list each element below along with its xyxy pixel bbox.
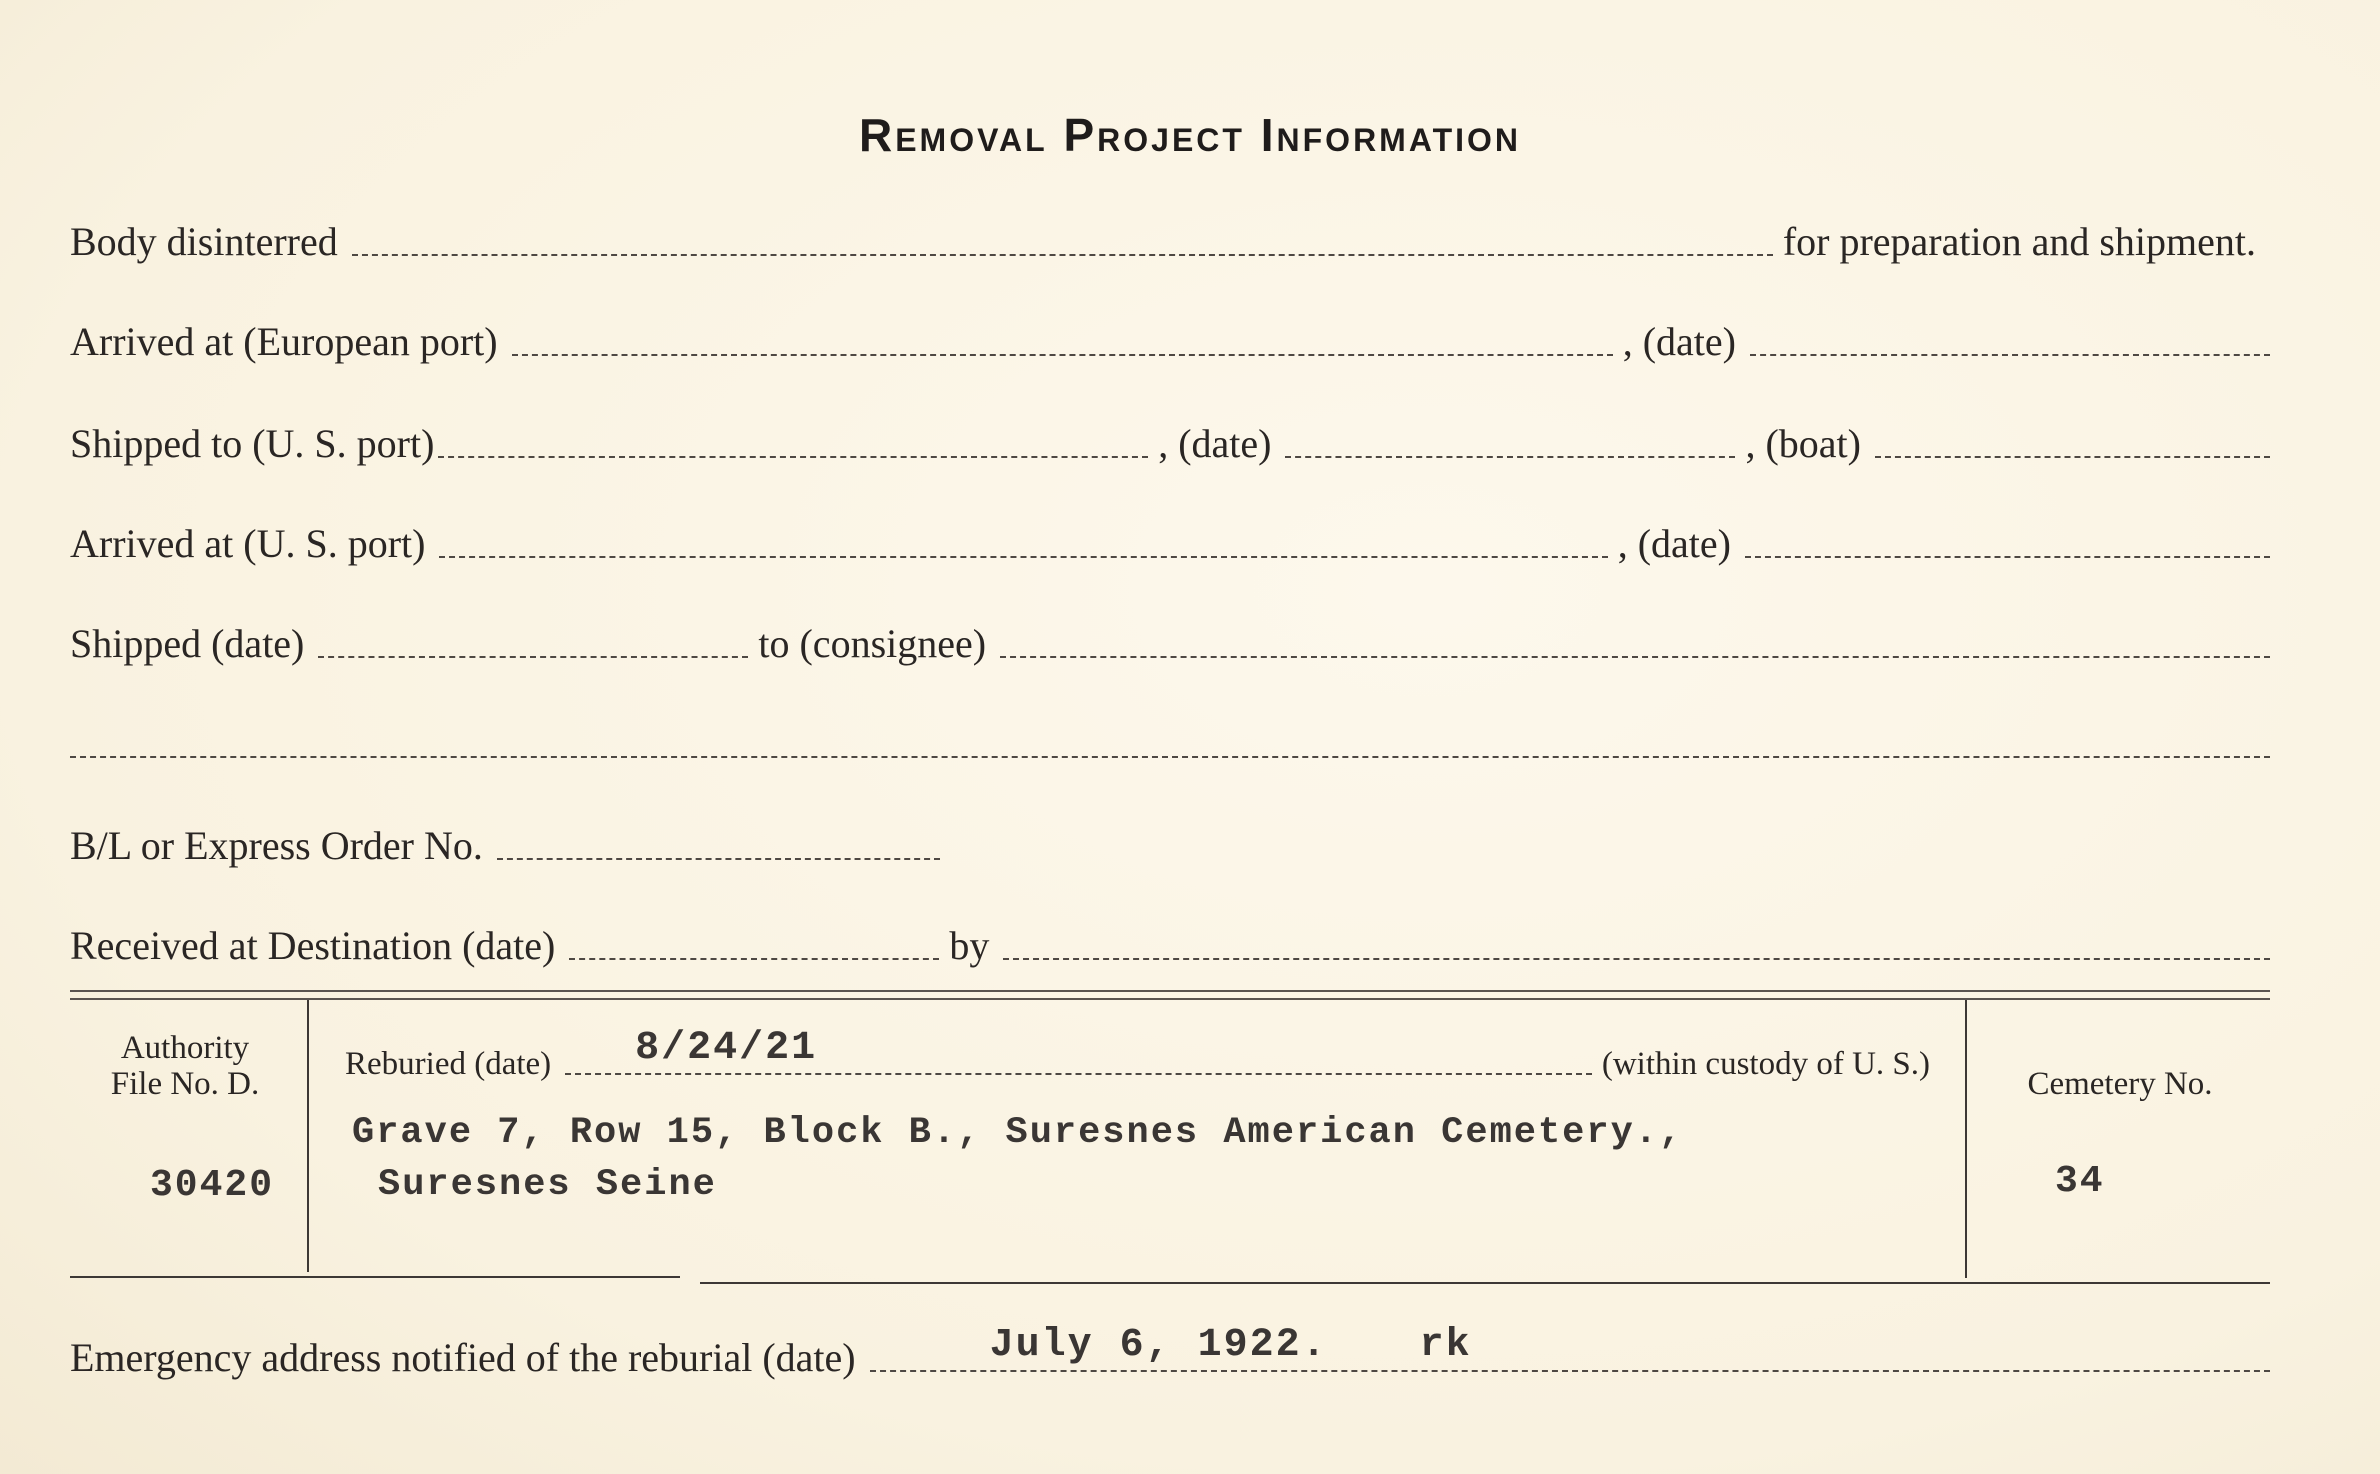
cemetery-number: 34 [2055, 1160, 2105, 1203]
arrived-european-port-field[interactable] [512, 354, 1613, 356]
emergency-label: Emergency address notified of the reburial (date) [70, 1335, 856, 1380]
arrived-us-label: Arrived at (U. S. port) [70, 521, 426, 566]
shipped-to-row [70, 421, 2270, 466]
burial-location-line2: Suresnes Seine [378, 1164, 717, 1206]
authority-column-divider [307, 1000, 309, 1272]
shipped-to-port-field[interactable] [438, 456, 1148, 458]
body-disinterred-suffix: for preparation and shipment. [1782, 219, 2256, 264]
arrived-us-row [70, 521, 2270, 566]
shipped-to-date-label: , (date) [1158, 421, 1272, 466]
page-title: Removal Project Information [858, 109, 1522, 161]
arrived-european-row [70, 319, 2270, 364]
arrived-european-date-label: , (date) [1622, 319, 1736, 364]
shipped-date-field[interactable] [318, 656, 748, 658]
authority-label-line2: File No. D. [110, 1066, 260, 1102]
emergency-row [70, 1323, 2270, 1380]
consignee-continuation-row [70, 724, 2270, 764]
section-divider [70, 990, 2270, 1000]
authority-file-number: 30420 [150, 1164, 275, 1207]
shipped-to-label: Shipped to (U. S. port) [70, 421, 435, 466]
received-destination-label: Received at Destination (date) [70, 923, 556, 968]
cemetery-label: Cemetery No. [2027, 1066, 2213, 1102]
bl-order-field[interactable] [497, 858, 940, 860]
body-disinterred-label: Body disinterred [70, 219, 338, 264]
emergency-date-field[interactable] [870, 1323, 2270, 1372]
arrived-european-date-field[interactable] [1750, 354, 2270, 356]
burial-location-line1: Grave 7, Row 15, Block B., Suresnes American Cemetery., [352, 1112, 1684, 1154]
arrived-us-port-field[interactable] [439, 556, 1607, 558]
consignee-field[interactable] [1000, 656, 2270, 658]
consignee-continuation-field[interactable] [70, 756, 2270, 758]
shipped-date-label: Shipped (date) [70, 621, 305, 666]
custody-label: (within custody of U. S.) [1601, 1046, 1930, 1082]
body-disinterred-row [70, 219, 2270, 264]
lower-rule-right [700, 1282, 2270, 1284]
shipped-to-boat-label: , (boat) [1745, 421, 1861, 466]
body-disinterred-field[interactable] [352, 254, 1773, 256]
received-destination-row [70, 923, 2270, 968]
received-by-field[interactable] [1003, 958, 2270, 960]
bl-order-label: B/L or Express Order No. [70, 823, 483, 868]
cemetery-column-divider [1965, 1000, 1967, 1278]
consignee-label: to (consignee) [758, 621, 987, 666]
reburied-label: Reburied (date) [345, 1046, 552, 1082]
reburied-row [345, 1026, 1930, 1082]
arrived-us-date-field[interactable] [1745, 556, 2270, 558]
shipped-to-boat-field[interactable] [1875, 456, 2270, 458]
shipped-date-row [70, 621, 2270, 666]
received-by-label: by [949, 923, 990, 968]
reburied-date-value: 8/24/21 [635, 1026, 818, 1071]
bl-order-row [70, 823, 940, 868]
emergency-date-value: July 6, 1922. [989, 1323, 1328, 1368]
shipped-to-date-field[interactable] [1285, 456, 1735, 458]
authority-label-line1: Authority [120, 1030, 250, 1066]
arrived-european-label: Arrived at (European port) [70, 319, 498, 364]
reburied-date-field[interactable] [565, 1026, 1592, 1075]
received-destination-date-field[interactable] [569, 958, 939, 960]
emergency-initials: rk [1419, 1323, 1472, 1368]
arrived-us-date-label: , (date) [1617, 521, 1731, 566]
authority-label [80, 1030, 290, 1102]
lower-rule-left [70, 1276, 680, 1278]
